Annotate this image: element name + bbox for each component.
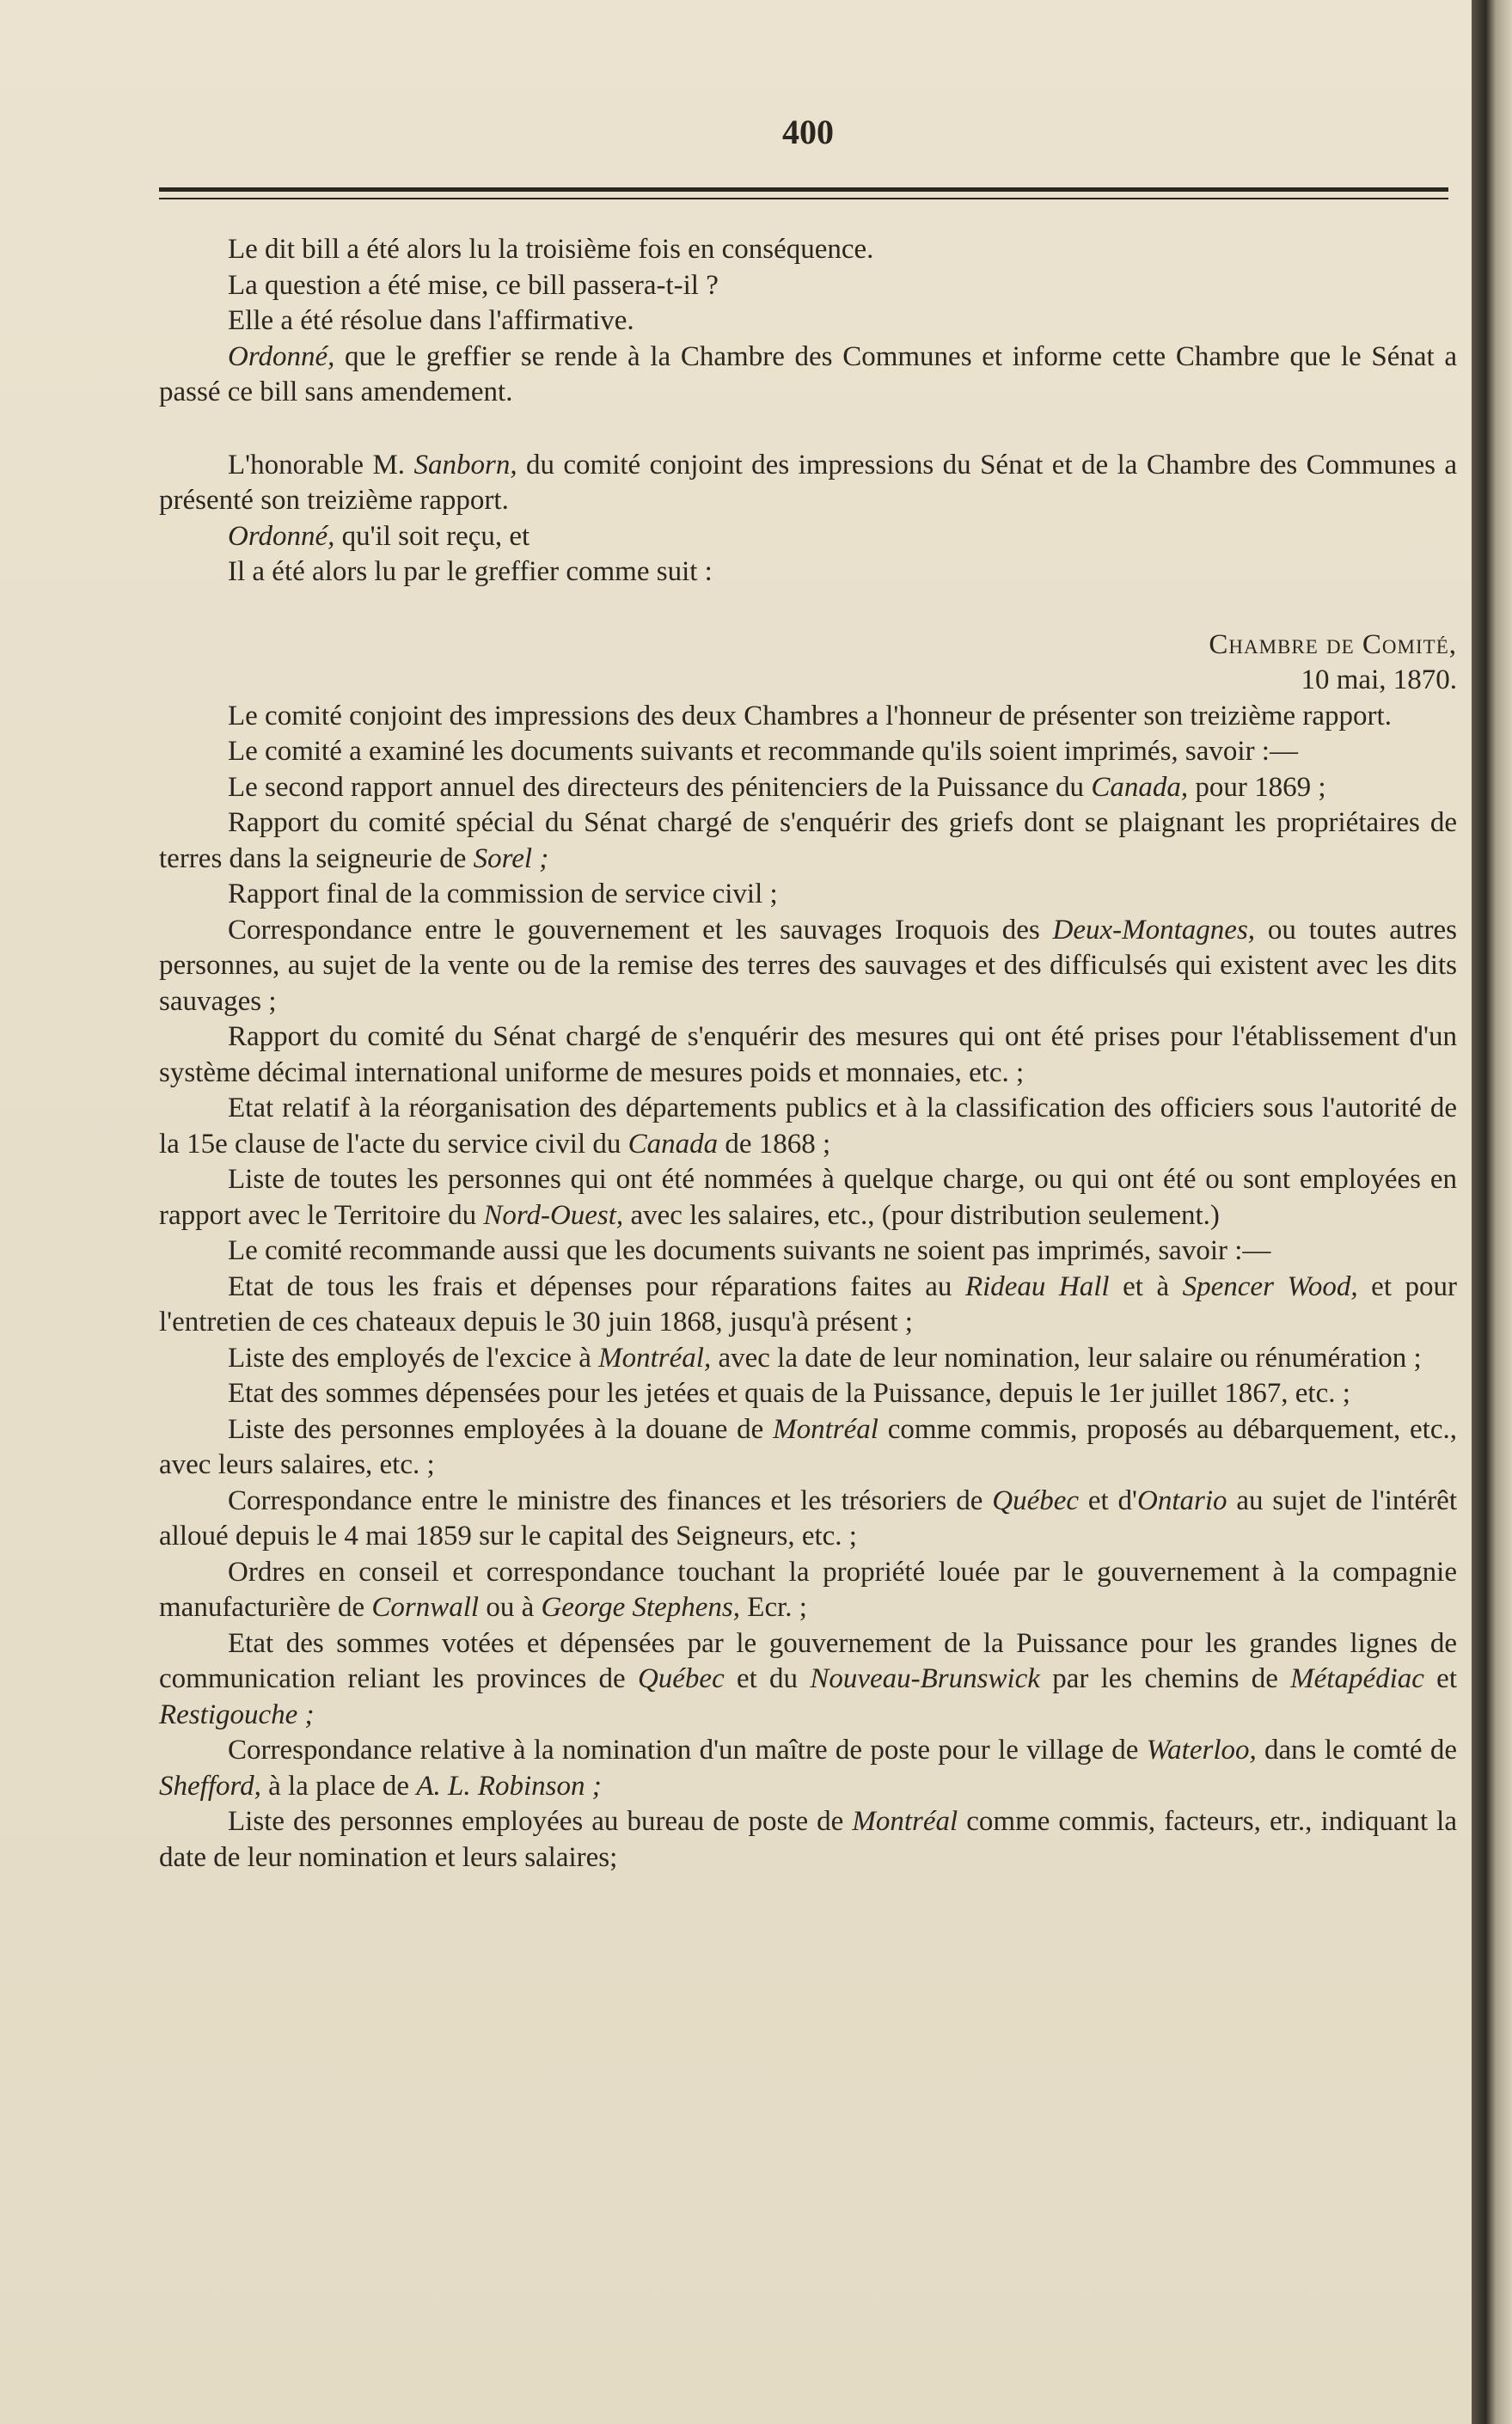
paragraph-p21 <box>159 1376 1457 1412</box>
text-run: ou à <box>479 1592 542 1623</box>
text-run: du comité conjoint des impressions du Sénat et de la Chambre des Communes a présenté son treizième rapport. <box>159 449 1457 516</box>
italic-run: Deux-Montagnes, <box>1052 914 1256 946</box>
paragraph-p16 <box>159 1091 1457 1162</box>
header-rule-thin <box>159 198 1448 199</box>
italic-run: Waterloo, <box>1146 1735 1257 1766</box>
text-run: Le dit bill a été alors lu la troisième fois en conséquence. <box>228 234 874 265</box>
italic-run: Nouveau-Brunswick <box>810 1663 1040 1694</box>
paragraph-p1 <box>159 232 1457 268</box>
text-run: dans le comté de <box>1256 1735 1457 1766</box>
text-run: par les chemins de <box>1039 1663 1291 1694</box>
paragraph-p10 <box>159 734 1457 770</box>
italic-run: Restigouche ; <box>159 1699 315 1730</box>
italic-run: Rideau Hall <box>964 1270 1110 1302</box>
italic-run: Canada <box>627 1128 719 1160</box>
paragraph-p23 <box>159 1484 1457 1555</box>
text-run: Liste des personnes employées au bureau de poste de <box>228 1806 853 1837</box>
text-run: Liste des personnes employées à la douane de <box>228 1413 774 1445</box>
italic-run: Cornwall <box>371 1592 480 1623</box>
paragraph-p13 <box>159 877 1457 913</box>
text-run: Ecr. ; <box>740 1592 807 1623</box>
text-run: et du <box>724 1663 811 1694</box>
italic-run: Sorel ; <box>473 842 549 874</box>
paragraph-p20 <box>159 1341 1457 1377</box>
page-number: 400 <box>782 113 834 151</box>
text-run: qu'il soit reçu, et <box>334 520 530 552</box>
italic-run: Québec <box>637 1663 725 1694</box>
italic-run: Ordonné, <box>228 340 335 372</box>
italic-run: Nord-Ouest, <box>483 1199 624 1231</box>
paragraph-p2 <box>159 268 1457 304</box>
paragraph-p17 <box>159 1162 1457 1233</box>
paragraph-p6 <box>159 519 1457 555</box>
italic-run: Montréal <box>773 1413 878 1445</box>
text-run: comme commis, proposés au débarquement, etc., avec leurs salaires, etc. ; <box>159 1413 1457 1480</box>
text-run: Le comité a examiné les documents suivants et recommande qu'ils soient imprimés, savoir :— <box>228 736 1298 767</box>
paragraph-p11 <box>159 770 1457 806</box>
signoff-line: 10 mai, 1870. <box>1301 664 1457 695</box>
text-run: Etat de tous les frais et dépenses pour réparations faites au <box>228 1270 965 1302</box>
text-run: que le greffier se rende à la Chambre des Communes et informe cette Chambre que le Sénat a passé ce bill sans amendement. <box>159 340 1457 407</box>
text-run: Le comité conjoint des impressions des deux Chambres a l'honneur de présenter son treizième rapport. <box>228 700 1392 731</box>
text-run: Etat des sommes dépensées pour les jetées et quais de la Puissance, depuis le 1er juillet 1867, etc. ; <box>228 1378 1350 1409</box>
text-run: avec les salaires, etc., (pour distribution seulement.) <box>623 1199 1220 1231</box>
header-rule-thick <box>159 187 1448 192</box>
paragraph-p14 <box>159 913 1457 1020</box>
text-run: Elle a été résolue dans l'affirmative. <box>228 305 634 336</box>
italic-run: Spencer Wood, <box>1182 1270 1358 1302</box>
paragraph-p12 <box>159 805 1457 877</box>
text-run: L'honorable M. <box>228 449 414 481</box>
text-run: Etat des sommes votées et dépensées par le gouvernement de la Puissance pour les grandes lignes de communication reliant les provinces de <box>159 1627 1457 1694</box>
text-run: et pour l'entretien de ces chateaux depuis le 30 juin 1868, jusqu'à présent ; <box>159 1270 1457 1337</box>
italic-run: Montréal <box>852 1806 958 1837</box>
text-run: Rapport du comité du Sénat chargé de s'enquérir des mesures qui ont été prises pour l'établissement d'un système décimal international uniforme de mesures poids et monnaies, etc. ; <box>159 1021 1457 1088</box>
paragraph-p24 <box>159 1555 1457 1626</box>
text-run: La question a été mise, ce bill passera-t-il ? <box>228 269 719 301</box>
italic-run: A. L. Robinson ; <box>416 1770 602 1802</box>
text-run: et à <box>1109 1270 1183 1302</box>
italic-run: Métapédiac <box>1290 1663 1424 1694</box>
italic-run: Ontario <box>1137 1484 1227 1516</box>
italic-run: Canada, <box>1091 771 1189 803</box>
text-run: Le comité recommande aussi que les documents suivants ne soient pas imprimés, savoir :— <box>228 1235 1271 1266</box>
book-spine-shadow <box>1472 0 1512 2424</box>
text-run: Rapport du comité spécial du Sénat chargé de s'enquérir des griefs dont se plaignant les propriétaires de terres dans la seigneurie de <box>159 807 1457 874</box>
text-run: Correspondance entre le gouvernement et les sauvages Iroquois des <box>228 914 1053 946</box>
text-run: et d' <box>1079 1484 1138 1516</box>
italic-run: Shefford, <box>159 1770 261 1802</box>
italic-run: George Stephens, <box>541 1592 741 1623</box>
text-run: Etat relatif à la réorganisation des départements publics et à la classification des officiers sous l'autorité de la 15e clause de l'acte du service civil du <box>159 1093 1457 1160</box>
italic-run: Québec <box>992 1484 1080 1516</box>
paragraph-p8 <box>159 627 1457 699</box>
paragraph-p9 <box>159 699 1457 735</box>
text-run: Liste de toutes les personnes qui ont été nommées à quelque charge, ou qui ont été ou sont employées en rapport avec le Territoire du <box>159 1164 1457 1231</box>
text-run: avec la date de leur nomination, leur salaire ou rénumération ; <box>711 1342 1422 1374</box>
text-run: Liste des employés de l'excice à <box>228 1342 599 1374</box>
text-run: de 1868 ; <box>718 1128 831 1160</box>
body-text <box>159 232 1457 1876</box>
text-run: Il a été alors lu par le greffier comme suit : <box>228 556 713 587</box>
paragraph-p7 <box>159 554 1457 591</box>
paragraph-p25 <box>159 1626 1457 1734</box>
text-run: Correspondance relative à la nomination d'un maître de poste pour le village de <box>228 1735 1147 1766</box>
italic-run: Montréal, <box>598 1342 712 1374</box>
text-run: comme commis, facteurs, etr., indiquant la date de leur nomination et leurs salaires; <box>159 1806 1457 1873</box>
paragraph-p15 <box>159 1019 1457 1091</box>
paragraph-p4 <box>159 340 1457 411</box>
text-run: Le second rapport annuel des directeurs des pénitenciers de la Puissance du <box>228 771 1092 803</box>
paragraph-p26 <box>159 1733 1457 1804</box>
text-run: ou toutes autres personnes, au sujet de la vente ou de la remise des terres des sauvages et des difficulsés qui existent avec les dits sauvages ; <box>159 914 1457 1017</box>
text-run: à la place de <box>260 1770 417 1802</box>
text-run: Ordres en conseil et correspondance touchant la propriété louée par le gouvernement à la compagnie manufacturière de <box>159 1556 1457 1623</box>
paragraph-p3 <box>159 303 1457 340</box>
paragraph-p22 <box>159 1412 1457 1484</box>
paragraph-p19 <box>159 1270 1457 1341</box>
text-run: Rapport final de la commission de service civil ; <box>228 878 778 909</box>
signoff-line: Chambre de Comité, <box>1209 628 1457 660</box>
italic-run: Ordonné, <box>228 520 335 552</box>
text-run: et <box>1423 1663 1457 1694</box>
text-run: Correspondance entre le ministre des finances et les trésoriers de <box>228 1484 993 1516</box>
paragraph-p27 <box>159 1804 1457 1876</box>
paragraph-p18 <box>159 1233 1457 1270</box>
italic-run: Sanborn, <box>413 449 517 481</box>
paragraph-p5 <box>159 448 1457 519</box>
text-run: au sujet de l'intérêt alloué depuis le 4 mai 1859 sur le capital des Seigneurs, etc. ; <box>159 1484 1457 1552</box>
text-run: pour 1869 ; <box>1188 771 1326 803</box>
